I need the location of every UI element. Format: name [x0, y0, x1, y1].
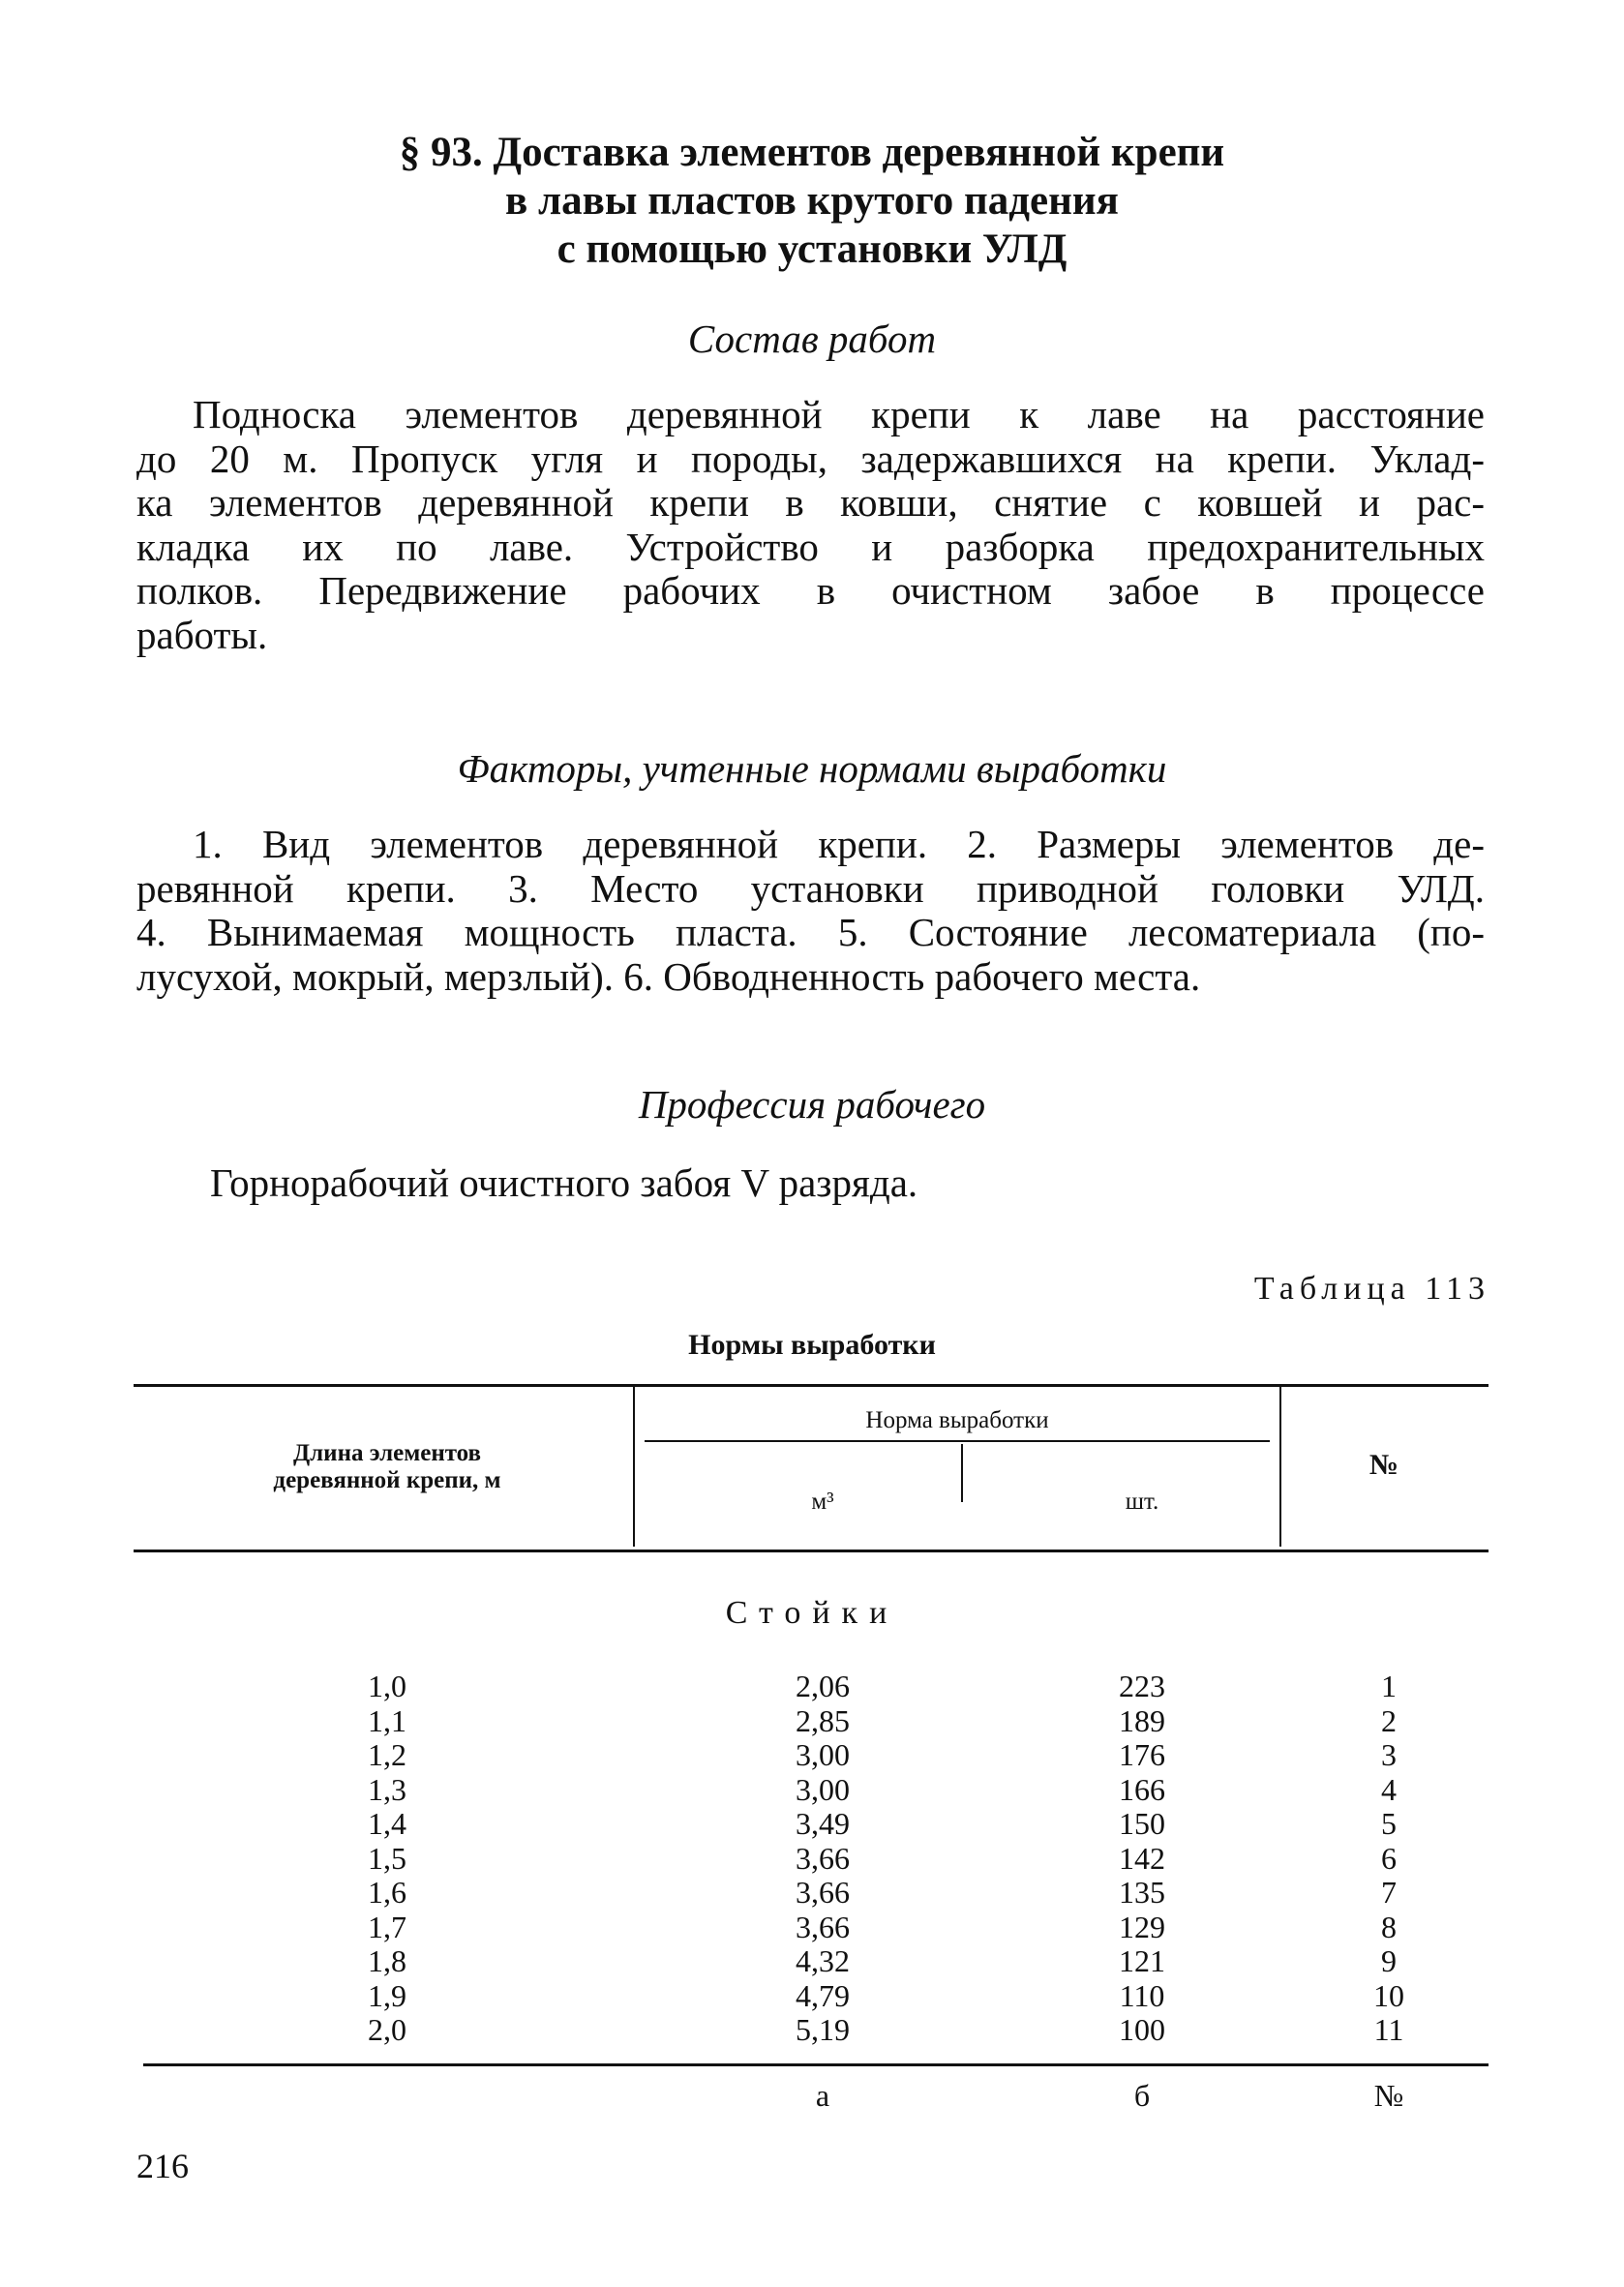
cell-m3: 4,32 [796, 1943, 850, 1978]
table-row [0, 2013, 1624, 2048]
cell-num: 3 [1381, 1737, 1397, 1772]
composition-line: работы. [136, 613, 268, 657]
table-label: Таблица 113 [1253, 1271, 1490, 1307]
footer-a: а [815, 2078, 830, 2113]
factors-line: 1. Вид элементов деревянной крепи. 2. Размеры элементов де- [193, 823, 1485, 866]
cell-m3: 3,00 [796, 1737, 850, 1772]
table-vrule [633, 1387, 635, 1547]
cell-len: 1,3 [368, 1771, 406, 1807]
cell-len: 1,6 [368, 1875, 406, 1910]
cell-m3: 3,00 [796, 1771, 850, 1807]
table-row [0, 1979, 1624, 2014]
cell-m3: 3,66 [796, 1840, 850, 1876]
cell-len: 1,8 [368, 1943, 406, 1978]
cell-pcs: 121 [1119, 1943, 1165, 1978]
header-m3: м³ [811, 1489, 834, 1515]
table-top-rule [134, 1384, 1489, 1387]
factors-paragraph [136, 823, 1485, 999]
cell-num: 1 [1381, 1669, 1397, 1703]
section-title-line-1: § 93. Доставка элементов деревянной крепи [399, 130, 1225, 175]
cell-pcs: 100 [1119, 2012, 1165, 2047]
table-row [0, 1944, 1624, 1979]
factors-line: 4. Вынимаемая мощность пласта. 5. Состояние лесоматериала (по- [136, 911, 1485, 954]
cell-num: 6 [1381, 1840, 1397, 1876]
cell-pcs: 176 [1119, 1737, 1165, 1772]
cell-pcs: 223 [1119, 1669, 1165, 1703]
cell-pcs: 150 [1119, 1806, 1165, 1841]
cell-m3: 4,79 [796, 1977, 850, 2013]
footer-b: б [1133, 2078, 1151, 2113]
composition-heading: Состав работ [687, 316, 937, 361]
factors-line: ревянной крепи. 3. Место установки приводной головки УЛД. [136, 866, 1485, 911]
cell-num: 4 [1381, 1771, 1397, 1807]
cell-len: 1,1 [368, 1702, 406, 1738]
profession-text: Горнорабочий очистного забоя V разряда. [210, 1160, 918, 1205]
composition-paragraph [136, 393, 1485, 657]
profession-heading: Профессия рабочего [638, 1082, 986, 1127]
table-header-rule [134, 1550, 1489, 1552]
cell-num: 9 [1381, 1943, 1397, 1978]
footer-num: № [1373, 2078, 1404, 2113]
header-pcs: шт. [1125, 1489, 1159, 1515]
composition-line: ка элементов деревянной крепи в ковши, снятие с ковшей и рас- [136, 481, 1485, 525]
cell-m3: 3,49 [796, 1806, 850, 1841]
cell-len: 1,0 [368, 1669, 406, 1703]
cell-pcs: 110 [1119, 1977, 1165, 2013]
table-row [0, 1807, 1624, 1842]
page-number: 216 [136, 2147, 189, 2185]
cell-len: 1,5 [368, 1840, 406, 1876]
cell-m3: 3,66 [796, 1909, 850, 1944]
cell-pcs: 142 [1119, 1840, 1165, 1876]
table-row [0, 1876, 1624, 1911]
cell-len: 1,4 [368, 1806, 406, 1841]
composition-line: кладка их по лаве. Устройство и разборка предохранительных [136, 525, 1485, 569]
table-norm-rule [645, 1440, 1270, 1442]
cell-num: 10 [1373, 1977, 1404, 2013]
cell-len: 2,0 [368, 2012, 406, 2047]
factors-heading: Факторы, учтенные нормами выработки [457, 746, 1167, 791]
header-length-line1: Длина элементов [292, 1440, 482, 1466]
header-num: № [1368, 1449, 1399, 1481]
table-row [0, 1842, 1624, 1877]
cell-pcs: 189 [1119, 1702, 1165, 1738]
group-label: Стойки [725, 1595, 899, 1631]
cell-len: 1,7 [368, 1909, 406, 1944]
cell-num: 11 [1373, 2012, 1404, 2047]
cell-num: 7 [1381, 1875, 1397, 1910]
cell-num: 2 [1381, 1702, 1397, 1738]
cell-num: 8 [1381, 1909, 1397, 1944]
table-row [0, 1738, 1624, 1773]
cell-m3: 2,85 [796, 1702, 850, 1738]
table-row [0, 1773, 1624, 1808]
cell-len: 1,9 [368, 1977, 406, 2013]
composition-line: полков. Передвижение рабочих в очистном забое в процессе [136, 569, 1485, 613]
cell-m3: 2,06 [796, 1669, 850, 1703]
composition-line: до 20 м. Пропуск угля и породы, задержавшихся на крепи. Уклад- [136, 436, 1485, 481]
table-vrule [961, 1444, 963, 1502]
cell-pcs: 129 [1119, 1909, 1165, 1944]
cell-pcs: 166 [1119, 1771, 1165, 1807]
cell-len: 1,2 [368, 1737, 406, 1772]
table-row [0, 1911, 1624, 1945]
table-vrule [1279, 1387, 1281, 1547]
cell-m3: 5,19 [796, 2012, 850, 2047]
factors-line: лусухой, мокрый, мерзлый). 6. Обводненность рабочего места. [136, 954, 1201, 999]
table-caption: Нормы выработки [688, 1329, 936, 1361]
section-title-line-2: в лавы пластов крутого падения [505, 178, 1119, 224]
section-title-line-3: с помощью установки УЛД [556, 226, 1068, 272]
cell-m3: 3,66 [796, 1875, 850, 1910]
header-norm: Норма выработки [865, 1407, 1049, 1433]
table-row [0, 1704, 1624, 1739]
cell-num: 5 [1381, 1806, 1397, 1841]
header-length-line2: деревянной крепи, м [273, 1467, 501, 1493]
composition-line: Подноска элементов деревянной крепи к лаве на расстояние [193, 393, 1485, 436]
table-row [0, 1670, 1624, 1704]
table-bottom-rule [143, 2063, 1489, 2066]
cell-pcs: 135 [1119, 1875, 1165, 1910]
